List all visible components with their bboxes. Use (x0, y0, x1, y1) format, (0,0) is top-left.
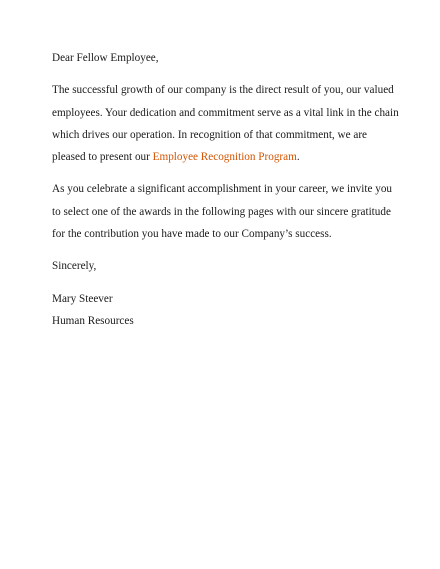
paragraph-celebrate: As you celebrate a significant accomplishment in your career, we invite you to select one of the awards in the following pages with our sincere gratitude for the contribution you have made to our Company’s success. (52, 183, 393, 241)
paragraph-growth-end: . (296, 151, 300, 164)
program-name-highlight: Employee Recognition Program (152, 151, 297, 164)
signer-name: Mary Steever (52, 292, 113, 305)
salutation: Dear Fellow Employee, (52, 52, 159, 64)
paragraph-growth (52, 79, 400, 168)
closing: Sincerely, (52, 260, 97, 273)
signer-department: Human Resources (52, 314, 134, 327)
signature-block (52, 288, 400, 333)
paragraph-growth-text: The successful growth of our company is the direct result of you, our valued employees. Your dedication and commitment serve as a vital link in the chain which drives our operation. In recognition of that commitment, we are pleased to present our (52, 84, 399, 164)
